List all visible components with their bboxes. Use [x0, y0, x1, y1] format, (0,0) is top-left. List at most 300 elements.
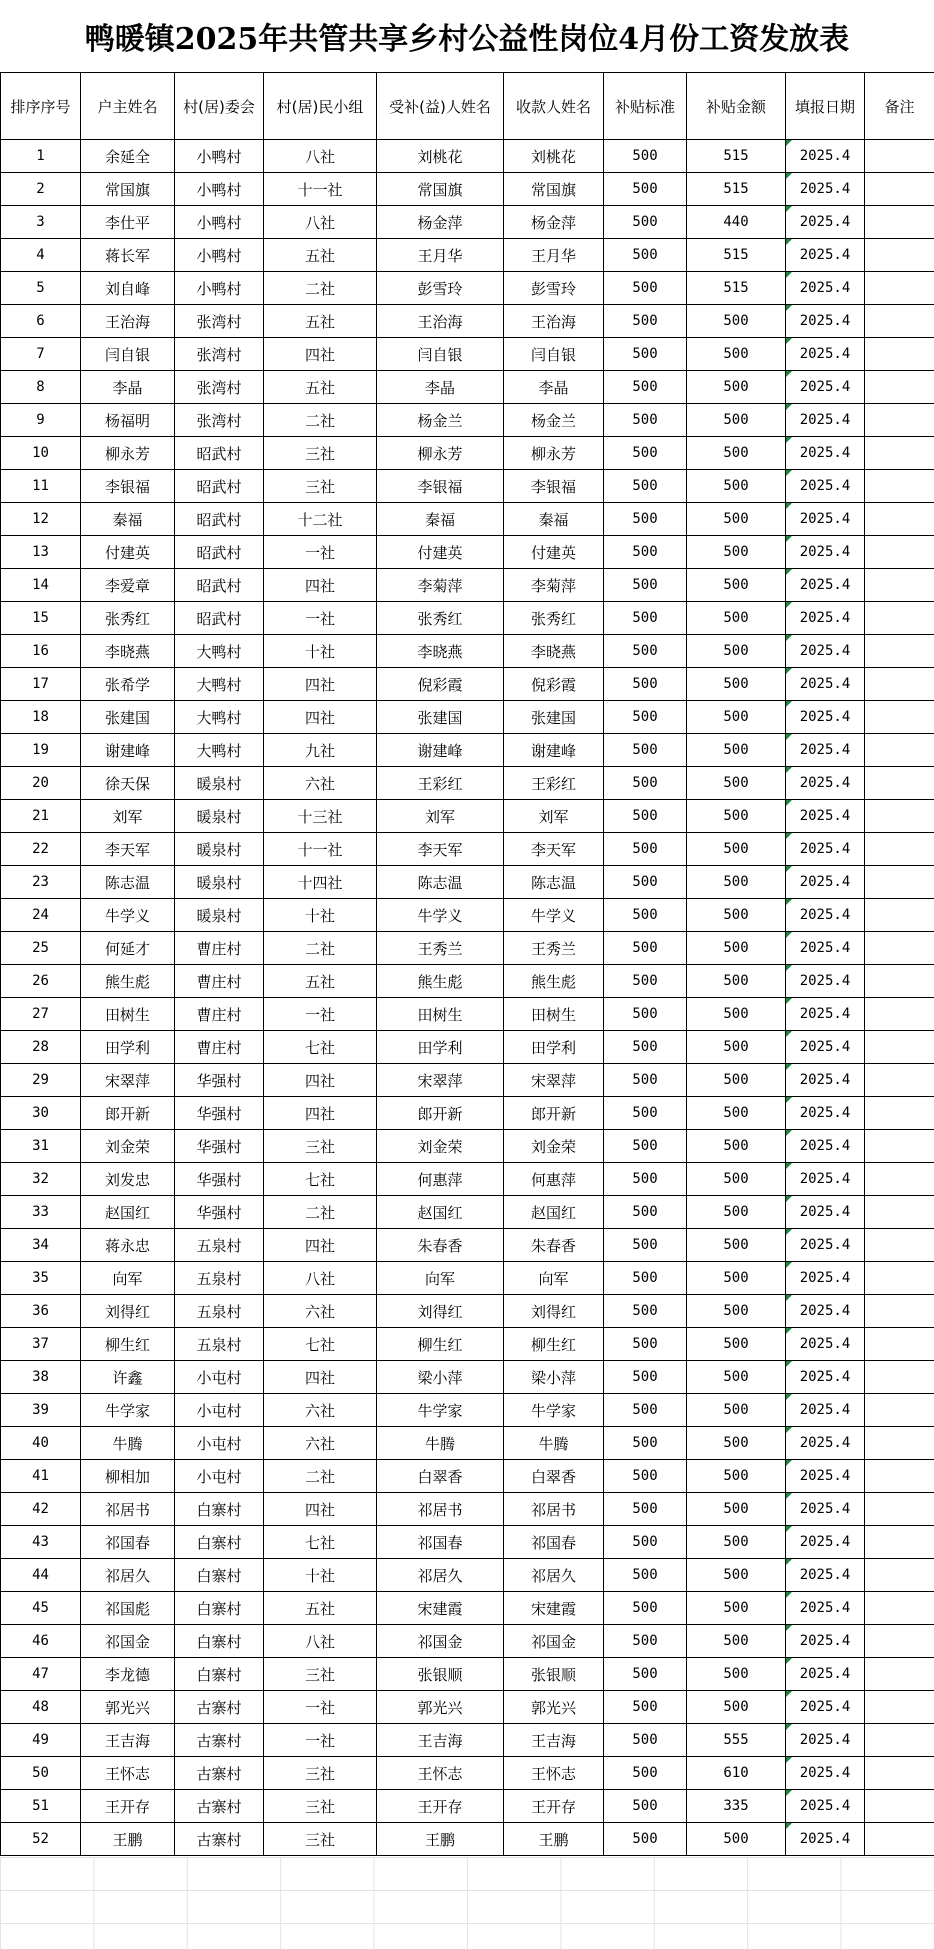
cell-subsidy-standard[interactable]: 500 — [604, 1130, 687, 1163]
cell-report-date[interactable]: 2025.4 — [786, 1691, 865, 1724]
cell-seq[interactable]: 23 — [1, 866, 81, 899]
cell-villager-group[interactable]: 二社 — [264, 404, 377, 437]
cell-report-date[interactable]: 2025.4 — [786, 1361, 865, 1394]
cell-payee-name[interactable]: 王秀兰 — [504, 932, 604, 965]
cell-subsidy-standard[interactable]: 500 — [604, 1460, 687, 1493]
cell-report-date[interactable]: 2025.4 — [786, 305, 865, 338]
cell-seq[interactable]: 19 — [1, 734, 81, 767]
cell-report-date[interactable]: 2025.4 — [786, 1790, 865, 1823]
cell-villager-group[interactable]: 十一社 — [264, 833, 377, 866]
cell-subsidy-amount[interactable]: 500 — [687, 1262, 786, 1295]
cell-subsidy-standard[interactable]: 500 — [604, 536, 687, 569]
cell-villager-group[interactable]: 三社 — [264, 1130, 377, 1163]
cell-payee-name[interactable]: 常国旗 — [504, 173, 604, 206]
cell-villager-group[interactable]: 四社 — [264, 1229, 377, 1262]
cell-household-name[interactable]: 赵国红 — [81, 1196, 175, 1229]
cell-report-date[interactable]: 2025.4 — [786, 404, 865, 437]
cell-household-name[interactable]: 李晓燕 — [81, 635, 175, 668]
cell-household-name[interactable]: 牛腾 — [81, 1427, 175, 1460]
cell-subsidy-amount[interactable]: 500 — [687, 536, 786, 569]
header-subsidy-amount[interactable]: 补贴金额 — [687, 73, 786, 140]
header-seq[interactable]: 排序序号 — [1, 73, 81, 140]
cell-village-committee[interactable]: 五泉村 — [175, 1295, 264, 1328]
cell-beneficiary-name[interactable]: 李银福 — [377, 470, 504, 503]
cell-subsidy-standard[interactable]: 500 — [604, 1790, 687, 1823]
cell-household-name[interactable]: 蒋长军 — [81, 239, 175, 272]
cell-subsidy-standard[interactable]: 500 — [604, 734, 687, 767]
cell-subsidy-amount[interactable]: 500 — [687, 1163, 786, 1196]
cell-payee-name[interactable]: 刘得红 — [504, 1295, 604, 1328]
cell-villager-group[interactable]: 十社 — [264, 1559, 377, 1592]
cell-subsidy-standard[interactable]: 500 — [604, 899, 687, 932]
cell-subsidy-amount[interactable]: 515 — [687, 173, 786, 206]
cell-payee-name[interactable]: 杨金兰 — [504, 404, 604, 437]
cell-payee-name[interactable]: 梁小萍 — [504, 1361, 604, 1394]
cell-payee-name[interactable]: 朱春香 — [504, 1229, 604, 1262]
cell-subsidy-standard[interactable]: 500 — [604, 701, 687, 734]
cell-villager-group[interactable]: 七社 — [264, 1526, 377, 1559]
cell-report-date[interactable]: 2025.4 — [786, 470, 865, 503]
cell-report-date[interactable]: 2025.4 — [786, 503, 865, 536]
cell-seq[interactable]: 3 — [1, 206, 81, 239]
cell-village-committee[interactable]: 古寨村 — [175, 1823, 264, 1856]
cell-household-name[interactable]: 祁国春 — [81, 1526, 175, 1559]
header-report-date[interactable]: 填报日期 — [786, 73, 865, 140]
cell-beneficiary-name[interactable]: 杨金萍 — [377, 206, 504, 239]
cell-beneficiary-name[interactable]: 梁小萍 — [377, 1361, 504, 1394]
cell-report-date[interactable]: 2025.4 — [786, 1097, 865, 1130]
cell-remarks[interactable] — [865, 404, 934, 437]
cell-seq[interactable]: 1 — [1, 140, 81, 173]
cell-subsidy-amount[interactable]: 500 — [687, 1196, 786, 1229]
cell-report-date[interactable]: 2025.4 — [786, 635, 865, 668]
cell-seq[interactable]: 16 — [1, 635, 81, 668]
cell-seq[interactable]: 39 — [1, 1394, 81, 1427]
cell-beneficiary-name[interactable]: 王月华 — [377, 239, 504, 272]
cell-remarks[interactable] — [865, 1592, 934, 1625]
cell-villager-group[interactable]: 四社 — [264, 701, 377, 734]
cell-household-name[interactable]: 祁居书 — [81, 1493, 175, 1526]
cell-village-committee[interactable]: 张湾村 — [175, 404, 264, 437]
cell-subsidy-amount[interactable]: 500 — [687, 371, 786, 404]
cell-village-committee[interactable]: 昭武村 — [175, 602, 264, 635]
cell-payee-name[interactable]: 刘金荣 — [504, 1130, 604, 1163]
cell-villager-group[interactable]: 八社 — [264, 206, 377, 239]
cell-remarks[interactable] — [865, 1823, 934, 1856]
cell-villager-group[interactable]: 九社 — [264, 734, 377, 767]
cell-payee-name[interactable]: 祁居久 — [504, 1559, 604, 1592]
cell-beneficiary-name[interactable]: 牛腾 — [377, 1427, 504, 1460]
cell-household-name[interactable]: 许鑫 — [81, 1361, 175, 1394]
cell-village-committee[interactable]: 大鸭村 — [175, 734, 264, 767]
cell-seq[interactable]: 20 — [1, 767, 81, 800]
cell-household-name[interactable]: 刘金荣 — [81, 1130, 175, 1163]
cell-villager-group[interactable]: 四社 — [264, 1097, 377, 1130]
cell-seq[interactable]: 12 — [1, 503, 81, 536]
cell-village-committee[interactable]: 白寨村 — [175, 1658, 264, 1691]
cell-payee-name[interactable]: 宋翠萍 — [504, 1064, 604, 1097]
cell-villager-group[interactable]: 四社 — [264, 668, 377, 701]
cell-payee-name[interactable]: 何惠萍 — [504, 1163, 604, 1196]
cell-household-name[interactable]: 张建国 — [81, 701, 175, 734]
cell-village-committee[interactable]: 昭武村 — [175, 503, 264, 536]
cell-seq[interactable]: 28 — [1, 1031, 81, 1064]
cell-household-name[interactable]: 陈志温 — [81, 866, 175, 899]
cell-household-name[interactable]: 李仕平 — [81, 206, 175, 239]
cell-village-committee[interactable]: 古寨村 — [175, 1790, 264, 1823]
cell-remarks[interactable] — [865, 569, 934, 602]
cell-report-date[interactable]: 2025.4 — [786, 668, 865, 701]
cell-beneficiary-name[interactable]: 王开存 — [377, 1790, 504, 1823]
cell-remarks[interactable] — [865, 1757, 934, 1790]
cell-household-name[interactable]: 王吉海 — [81, 1724, 175, 1757]
cell-villager-group[interactable]: 四社 — [264, 1493, 377, 1526]
cell-village-committee[interactable]: 曹庄村 — [175, 998, 264, 1031]
cell-subsidy-standard[interactable]: 500 — [604, 1361, 687, 1394]
cell-report-date[interactable]: 2025.4 — [786, 1196, 865, 1229]
cell-payee-name[interactable]: 田学利 — [504, 1031, 604, 1064]
cell-household-name[interactable]: 蒋永忠 — [81, 1229, 175, 1262]
cell-beneficiary-name[interactable]: 刘金荣 — [377, 1130, 504, 1163]
cell-villager-group[interactable]: 四社 — [264, 569, 377, 602]
cell-subsidy-amount[interactable]: 555 — [687, 1724, 786, 1757]
cell-seq[interactable]: 47 — [1, 1658, 81, 1691]
cell-payee-name[interactable]: 祁国春 — [504, 1526, 604, 1559]
cell-remarks[interactable] — [865, 1295, 934, 1328]
cell-subsidy-standard[interactable]: 500 — [604, 371, 687, 404]
cell-subsidy-standard[interactable]: 500 — [604, 635, 687, 668]
cell-seq[interactable]: 34 — [1, 1229, 81, 1262]
cell-beneficiary-name[interactable]: 熊生彪 — [377, 965, 504, 998]
cell-beneficiary-name[interactable]: 王怀志 — [377, 1757, 504, 1790]
cell-seq[interactable]: 11 — [1, 470, 81, 503]
cell-village-committee[interactable]: 昭武村 — [175, 470, 264, 503]
cell-report-date[interactable]: 2025.4 — [786, 239, 865, 272]
cell-remarks[interactable] — [865, 1163, 934, 1196]
cell-villager-group[interactable]: 三社 — [264, 1658, 377, 1691]
cell-household-name[interactable]: 祁居久 — [81, 1559, 175, 1592]
cell-beneficiary-name[interactable]: 王彩红 — [377, 767, 504, 800]
cell-village-committee[interactable]: 白寨村 — [175, 1493, 264, 1526]
cell-village-committee[interactable]: 小鸭村 — [175, 173, 264, 206]
cell-household-name[interactable]: 向军 — [81, 1262, 175, 1295]
cell-report-date[interactable]: 2025.4 — [786, 1295, 865, 1328]
cell-household-name[interactable]: 熊生彪 — [81, 965, 175, 998]
cell-villager-group[interactable]: 七社 — [264, 1328, 377, 1361]
cell-beneficiary-name[interactable]: 郭光兴 — [377, 1691, 504, 1724]
cell-report-date[interactable]: 2025.4 — [786, 1493, 865, 1526]
cell-remarks[interactable] — [865, 899, 934, 932]
cell-report-date[interactable]: 2025.4 — [786, 701, 865, 734]
cell-report-date[interactable]: 2025.4 — [786, 1592, 865, 1625]
cell-subsidy-amount[interactable]: 500 — [687, 1361, 786, 1394]
cell-village-committee[interactable]: 暖泉村 — [175, 866, 264, 899]
cell-remarks[interactable] — [865, 1394, 934, 1427]
cell-seq[interactable]: 52 — [1, 1823, 81, 1856]
cell-subsidy-amount[interactable]: 500 — [687, 800, 786, 833]
cell-payee-name[interactable]: 张秀红 — [504, 602, 604, 635]
cell-report-date[interactable]: 2025.4 — [786, 140, 865, 173]
cell-villager-group[interactable]: 三社 — [264, 470, 377, 503]
cell-seq[interactable]: 37 — [1, 1328, 81, 1361]
cell-report-date[interactable]: 2025.4 — [786, 1559, 865, 1592]
cell-remarks[interactable] — [865, 1130, 934, 1163]
cell-report-date[interactable]: 2025.4 — [786, 1625, 865, 1658]
header-village-committee[interactable]: 村(居)委会 — [175, 73, 264, 140]
cell-seq[interactable]: 29 — [1, 1064, 81, 1097]
cell-subsidy-standard[interactable]: 500 — [604, 470, 687, 503]
cell-subsidy-standard[interactable]: 500 — [604, 1526, 687, 1559]
cell-household-name[interactable]: 李爱章 — [81, 569, 175, 602]
cell-household-name[interactable]: 闫自银 — [81, 338, 175, 371]
cell-village-committee[interactable]: 小屯村 — [175, 1394, 264, 1427]
cell-beneficiary-name[interactable]: 闫自银 — [377, 338, 504, 371]
cell-subsidy-amount[interactable]: 440 — [687, 206, 786, 239]
cell-beneficiary-name[interactable]: 田学利 — [377, 1031, 504, 1064]
cell-remarks[interactable] — [865, 1559, 934, 1592]
cell-subsidy-amount[interactable]: 500 — [687, 833, 786, 866]
cell-subsidy-standard[interactable]: 500 — [604, 206, 687, 239]
cell-beneficiary-name[interactable]: 王鹏 — [377, 1823, 504, 1856]
cell-beneficiary-name[interactable]: 向军 — [377, 1262, 504, 1295]
cell-subsidy-amount[interactable]: 500 — [687, 404, 786, 437]
cell-report-date[interactable]: 2025.4 — [786, 1526, 865, 1559]
header-household-name[interactable]: 户主姓名 — [81, 73, 175, 140]
cell-report-date[interactable]: 2025.4 — [786, 1163, 865, 1196]
cell-household-name[interactable]: 柳生红 — [81, 1328, 175, 1361]
cell-payee-name[interactable]: 李晶 — [504, 371, 604, 404]
cell-subsidy-amount[interactable]: 500 — [687, 701, 786, 734]
cell-payee-name[interactable]: 张银顺 — [504, 1658, 604, 1691]
cell-villager-group[interactable]: 五社 — [264, 965, 377, 998]
cell-report-date[interactable]: 2025.4 — [786, 173, 865, 206]
cell-household-name[interactable]: 张秀红 — [81, 602, 175, 635]
cell-household-name[interactable]: 王鹏 — [81, 1823, 175, 1856]
cell-remarks[interactable] — [865, 1328, 934, 1361]
cell-subsidy-standard[interactable]: 500 — [604, 1295, 687, 1328]
cell-seq[interactable]: 40 — [1, 1427, 81, 1460]
cell-village-committee[interactable]: 华强村 — [175, 1196, 264, 1229]
cell-villager-group[interactable]: 五社 — [264, 239, 377, 272]
cell-seq[interactable]: 26 — [1, 965, 81, 998]
cell-seq[interactable]: 10 — [1, 437, 81, 470]
cell-remarks[interactable] — [865, 932, 934, 965]
cell-payee-name[interactable]: 李晓燕 — [504, 635, 604, 668]
cell-villager-group[interactable]: 十社 — [264, 635, 377, 668]
cell-payee-name[interactable]: 付建英 — [504, 536, 604, 569]
cell-remarks[interactable] — [865, 1064, 934, 1097]
cell-subsidy-amount[interactable]: 500 — [687, 734, 786, 767]
cell-payee-name[interactable]: 闫自银 — [504, 338, 604, 371]
cell-subsidy-standard[interactable]: 500 — [604, 1262, 687, 1295]
cell-payee-name[interactable]: 李菊萍 — [504, 569, 604, 602]
cell-beneficiary-name[interactable]: 杨金兰 — [377, 404, 504, 437]
cell-subsidy-amount[interactable]: 500 — [687, 635, 786, 668]
cell-remarks[interactable] — [865, 1790, 934, 1823]
cell-payee-name[interactable]: 宋建霞 — [504, 1592, 604, 1625]
header-subsidy-standard[interactable]: 补贴标准 — [604, 73, 687, 140]
cell-subsidy-standard[interactable]: 500 — [604, 1493, 687, 1526]
cell-village-committee[interactable]: 华强村 — [175, 1130, 264, 1163]
cell-subsidy-amount[interactable]: 500 — [687, 1328, 786, 1361]
cell-villager-group[interactable]: 一社 — [264, 536, 377, 569]
cell-payee-name[interactable]: 杨金萍 — [504, 206, 604, 239]
cell-subsidy-amount[interactable]: 515 — [687, 272, 786, 305]
cell-villager-group[interactable]: 四社 — [264, 1361, 377, 1394]
cell-beneficiary-name[interactable]: 李晶 — [377, 371, 504, 404]
cell-subsidy-amount[interactable]: 500 — [687, 1691, 786, 1724]
cell-remarks[interactable] — [865, 272, 934, 305]
cell-subsidy-standard[interactable]: 500 — [604, 173, 687, 206]
cell-villager-group[interactable]: 六社 — [264, 1427, 377, 1460]
cell-subsidy-standard[interactable]: 500 — [604, 1097, 687, 1130]
cell-remarks[interactable] — [865, 701, 934, 734]
cell-payee-name[interactable]: 祁居书 — [504, 1493, 604, 1526]
cell-village-committee[interactable]: 暖泉村 — [175, 800, 264, 833]
cell-subsidy-standard[interactable]: 500 — [604, 1196, 687, 1229]
cell-report-date[interactable]: 2025.4 — [786, 1229, 865, 1262]
cell-seq[interactable]: 14 — [1, 569, 81, 602]
cell-household-name[interactable]: 何延才 — [81, 932, 175, 965]
cell-household-name[interactable]: 郎开新 — [81, 1097, 175, 1130]
cell-seq[interactable]: 9 — [1, 404, 81, 437]
cell-subsidy-amount[interactable]: 500 — [687, 1295, 786, 1328]
cell-beneficiary-name[interactable]: 付建英 — [377, 536, 504, 569]
cell-village-committee[interactable]: 张湾村 — [175, 305, 264, 338]
cell-subsidy-standard[interactable]: 500 — [604, 668, 687, 701]
cell-remarks[interactable] — [865, 206, 934, 239]
cell-villager-group[interactable]: 二社 — [264, 1460, 377, 1493]
cell-remarks[interactable] — [865, 1196, 934, 1229]
cell-beneficiary-name[interactable]: 刘桃花 — [377, 140, 504, 173]
cell-household-name[interactable]: 李天军 — [81, 833, 175, 866]
cell-report-date[interactable]: 2025.4 — [786, 1064, 865, 1097]
cell-villager-group[interactable]: 三社 — [264, 1790, 377, 1823]
cell-village-committee[interactable]: 小鸭村 — [175, 206, 264, 239]
cell-remarks[interactable] — [865, 1460, 934, 1493]
cell-beneficiary-name[interactable]: 李菊萍 — [377, 569, 504, 602]
cell-beneficiary-name[interactable]: 牛学义 — [377, 899, 504, 932]
cell-village-committee[interactable]: 小鸭村 — [175, 272, 264, 305]
cell-report-date[interactable]: 2025.4 — [786, 338, 865, 371]
cell-payee-name[interactable]: 王彩红 — [504, 767, 604, 800]
cell-subsidy-amount[interactable]: 500 — [687, 602, 786, 635]
cell-payee-name[interactable]: 向军 — [504, 1262, 604, 1295]
cell-subsidy-standard[interactable]: 500 — [604, 833, 687, 866]
cell-payee-name[interactable]: 刘桃花 — [504, 140, 604, 173]
cell-village-committee[interactable]: 曹庄村 — [175, 965, 264, 998]
cell-beneficiary-name[interactable]: 宋翠萍 — [377, 1064, 504, 1097]
cell-remarks[interactable] — [865, 470, 934, 503]
cell-seq[interactable]: 50 — [1, 1757, 81, 1790]
cell-remarks[interactable] — [865, 635, 934, 668]
cell-report-date[interactable]: 2025.4 — [786, 536, 865, 569]
cell-village-committee[interactable]: 华强村 — [175, 1097, 264, 1130]
cell-beneficiary-name[interactable]: 陈志温 — [377, 866, 504, 899]
cell-village-committee[interactable]: 白寨村 — [175, 1625, 264, 1658]
cell-beneficiary-name[interactable]: 张建国 — [377, 701, 504, 734]
cell-seq[interactable]: 15 — [1, 602, 81, 635]
cell-report-date[interactable]: 2025.4 — [786, 1031, 865, 1064]
cell-beneficiary-name[interactable]: 赵国红 — [377, 1196, 504, 1229]
cell-subsidy-standard[interactable]: 500 — [604, 1031, 687, 1064]
cell-villager-group[interactable]: 五社 — [264, 305, 377, 338]
cell-seq[interactable]: 35 — [1, 1262, 81, 1295]
cell-subsidy-amount[interactable]: 500 — [687, 1559, 786, 1592]
cell-seq[interactable]: 45 — [1, 1592, 81, 1625]
cell-household-name[interactable]: 张希学 — [81, 668, 175, 701]
cell-beneficiary-name[interactable]: 祁国春 — [377, 1526, 504, 1559]
cell-village-committee[interactable]: 张湾村 — [175, 338, 264, 371]
cell-household-name[interactable]: 刘得红 — [81, 1295, 175, 1328]
cell-subsidy-standard[interactable]: 500 — [604, 1064, 687, 1097]
cell-subsidy-amount[interactable]: 500 — [687, 1460, 786, 1493]
cell-beneficiary-name[interactable]: 何惠萍 — [377, 1163, 504, 1196]
cell-villager-group[interactable]: 四社 — [264, 338, 377, 371]
cell-villager-group[interactable]: 六社 — [264, 1295, 377, 1328]
cell-subsidy-standard[interactable]: 500 — [604, 140, 687, 173]
cell-seq[interactable]: 4 — [1, 239, 81, 272]
cell-village-committee[interactable]: 小屯村 — [175, 1427, 264, 1460]
cell-remarks[interactable] — [865, 1229, 934, 1262]
cell-subsidy-amount[interactable]: 500 — [687, 1427, 786, 1460]
cell-seq[interactable]: 27 — [1, 998, 81, 1031]
cell-seq[interactable]: 2 — [1, 173, 81, 206]
cell-villager-group[interactable]: 一社 — [264, 1691, 377, 1724]
cell-beneficiary-name[interactable]: 牛学家 — [377, 1394, 504, 1427]
cell-village-committee[interactable]: 大鸭村 — [175, 701, 264, 734]
cell-report-date[interactable]: 2025.4 — [786, 932, 865, 965]
cell-subsidy-amount[interactable]: 500 — [687, 866, 786, 899]
cell-subsidy-standard[interactable]: 500 — [604, 1658, 687, 1691]
cell-seq[interactable]: 31 — [1, 1130, 81, 1163]
cell-villager-group[interactable]: 一社 — [264, 1724, 377, 1757]
cell-beneficiary-name[interactable]: 朱春香 — [377, 1229, 504, 1262]
cell-seq[interactable]: 49 — [1, 1724, 81, 1757]
cell-subsidy-standard[interactable]: 500 — [604, 437, 687, 470]
cell-seq[interactable]: 6 — [1, 305, 81, 338]
cell-beneficiary-name[interactable]: 王治海 — [377, 305, 504, 338]
cell-subsidy-standard[interactable]: 500 — [604, 569, 687, 602]
cell-remarks[interactable] — [865, 965, 934, 998]
cell-subsidy-standard[interactable]: 500 — [604, 767, 687, 800]
cell-household-name[interactable]: 柳永芳 — [81, 437, 175, 470]
cell-remarks[interactable] — [865, 602, 934, 635]
cell-report-date[interactable]: 2025.4 — [786, 1658, 865, 1691]
cell-remarks[interactable] — [865, 1658, 934, 1691]
cell-payee-name[interactable]: 王开存 — [504, 1790, 604, 1823]
cell-payee-name[interactable]: 牛学义 — [504, 899, 604, 932]
cell-villager-group[interactable]: 八社 — [264, 1625, 377, 1658]
cell-village-committee[interactable]: 白寨村 — [175, 1526, 264, 1559]
cell-subsidy-amount[interactable]: 335 — [687, 1790, 786, 1823]
cell-payee-name[interactable]: 陈志温 — [504, 866, 604, 899]
cell-payee-name[interactable]: 白翠香 — [504, 1460, 604, 1493]
cell-seq[interactable]: 7 — [1, 338, 81, 371]
cell-report-date[interactable]: 2025.4 — [786, 1130, 865, 1163]
cell-report-date[interactable]: 2025.4 — [786, 1757, 865, 1790]
cell-payee-name[interactable]: 柳生红 — [504, 1328, 604, 1361]
cell-subsidy-amount[interactable]: 500 — [687, 965, 786, 998]
cell-villager-group[interactable]: 一社 — [264, 602, 377, 635]
cell-village-committee[interactable]: 华强村 — [175, 1064, 264, 1097]
cell-village-committee[interactable]: 小鸭村 — [175, 239, 264, 272]
cell-village-committee[interactable]: 古寨村 — [175, 1724, 264, 1757]
cell-subsidy-standard[interactable]: 500 — [604, 866, 687, 899]
cell-remarks[interactable] — [865, 173, 934, 206]
cell-subsidy-standard[interactable]: 500 — [604, 800, 687, 833]
cell-report-date[interactable]: 2025.4 — [786, 1262, 865, 1295]
